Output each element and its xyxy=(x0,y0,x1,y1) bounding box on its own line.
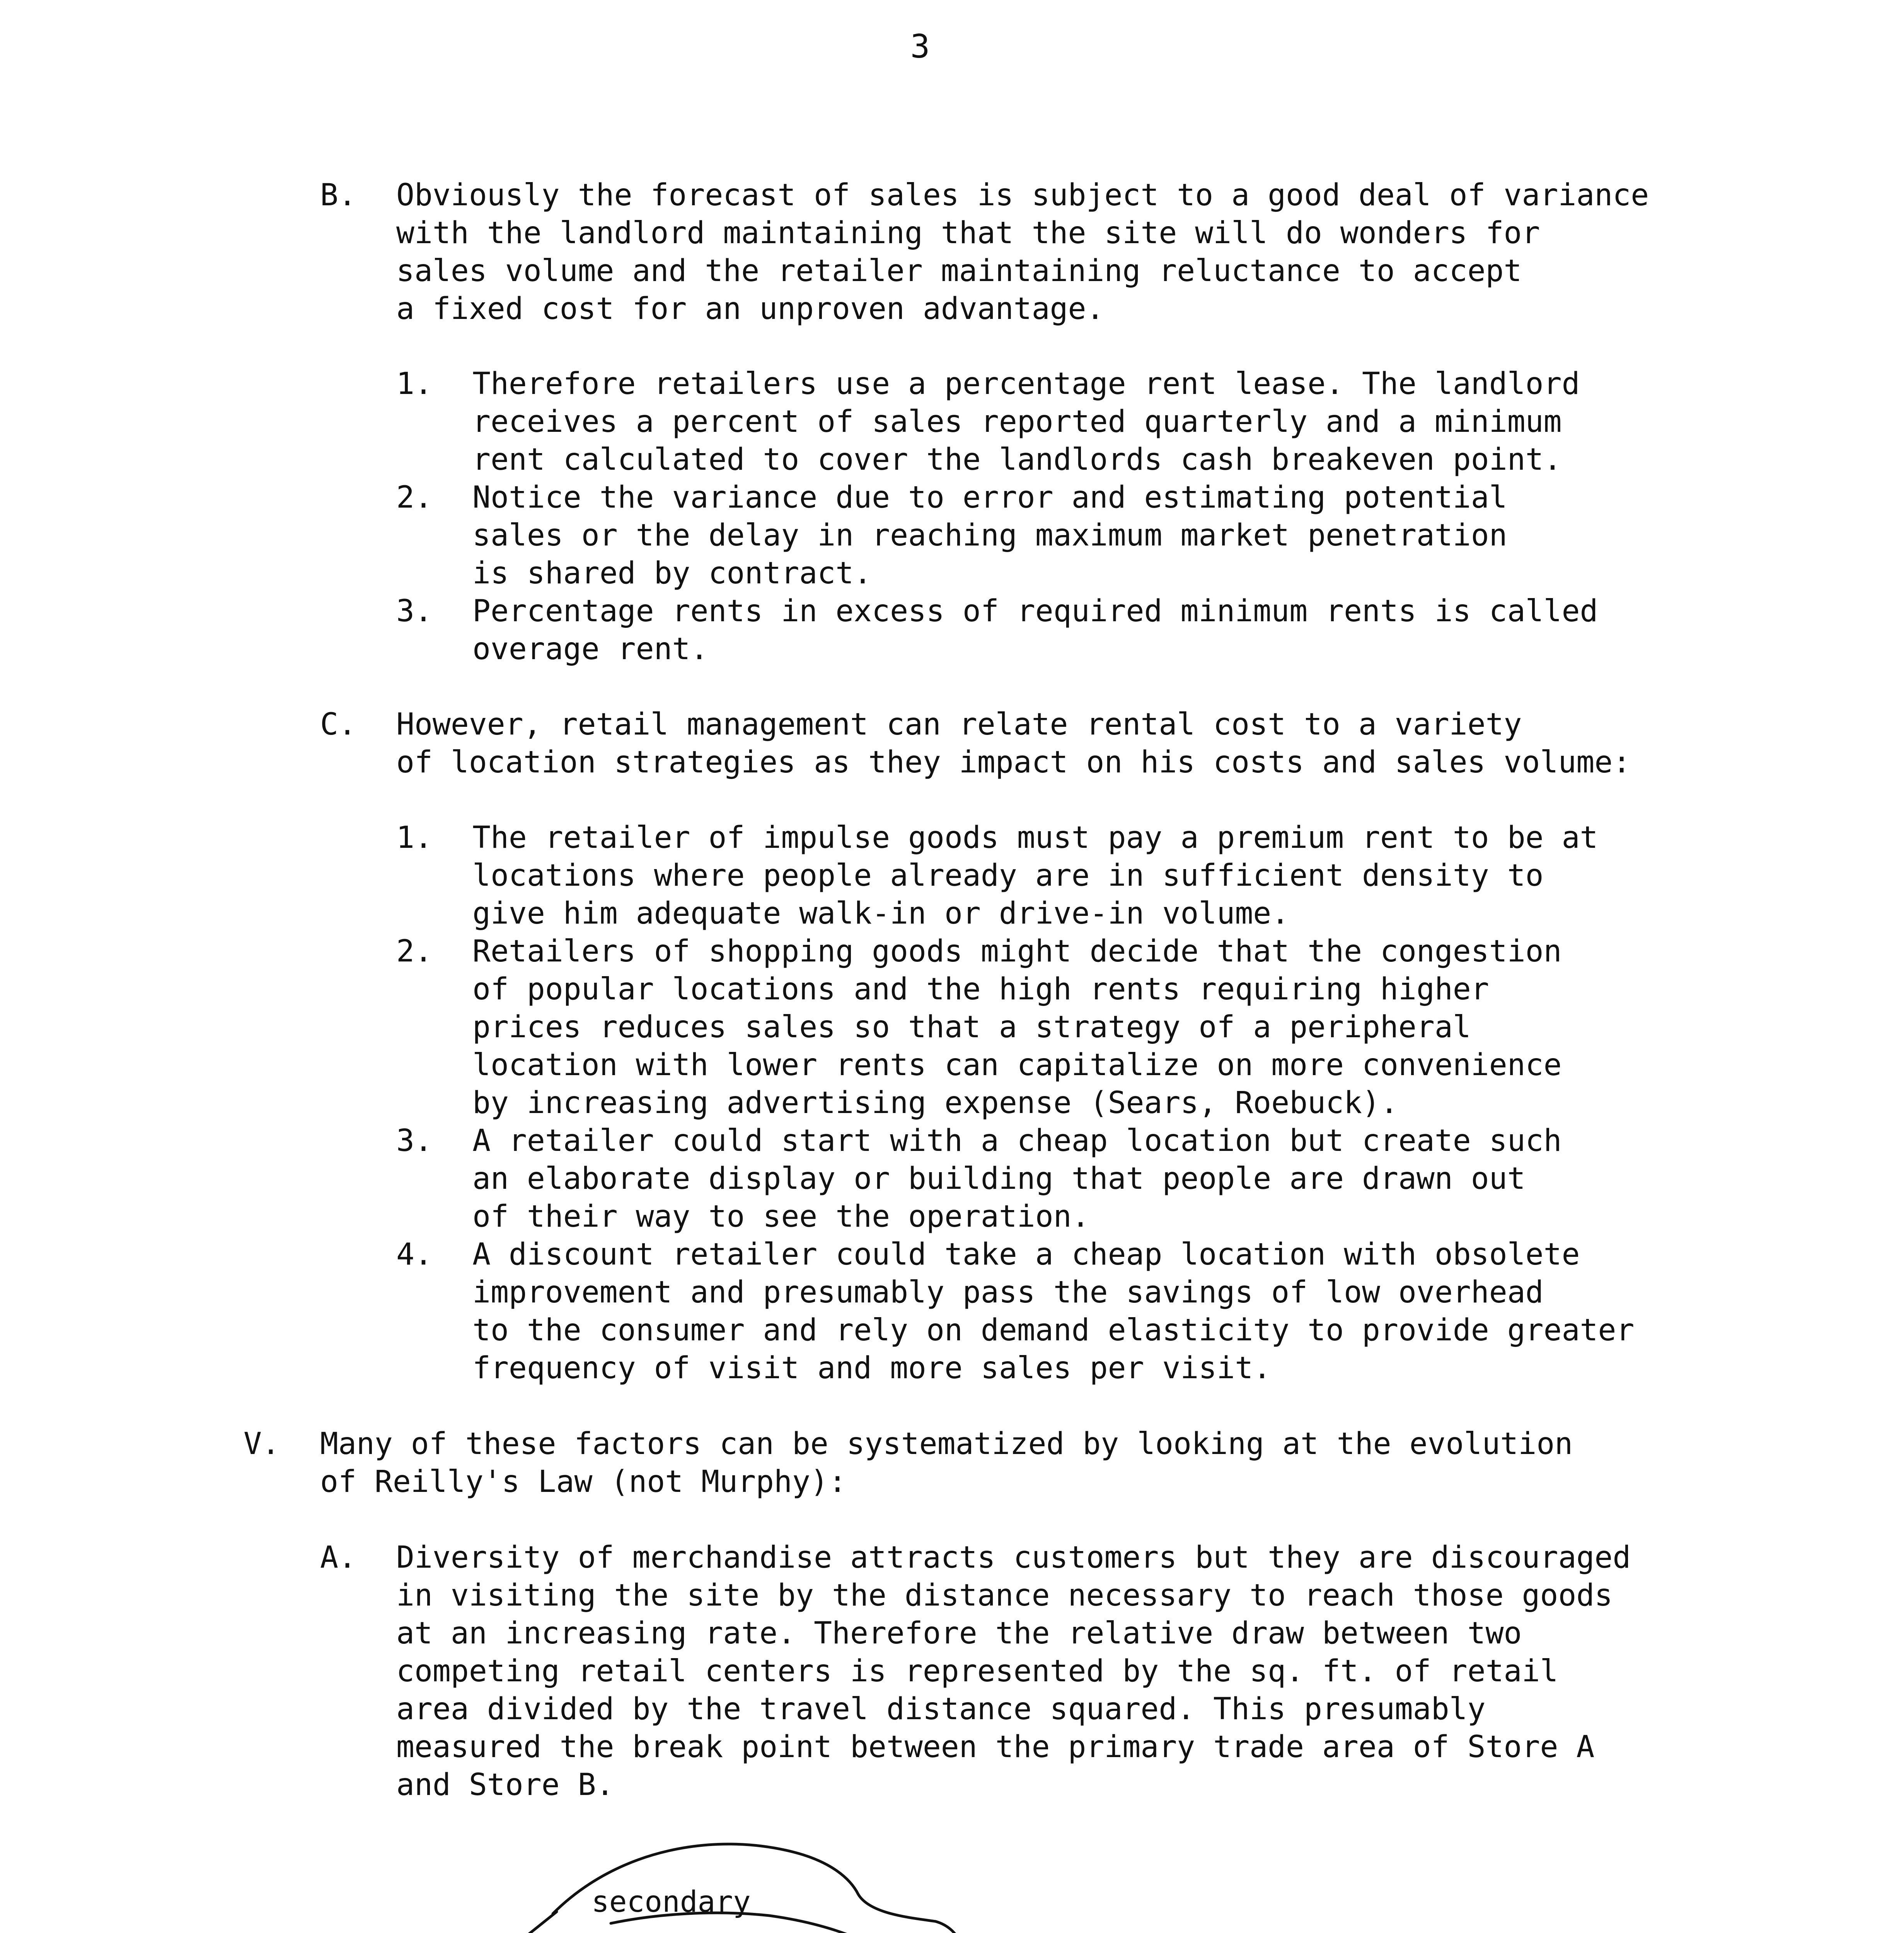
text-line: with the landlord maintaining that the site will do wonders for xyxy=(396,216,1540,251)
text-line: Obviously the forecast of sales is subject to a good deal of variance xyxy=(396,178,1649,213)
section-b-marker: B. xyxy=(320,178,356,213)
text-line: in visiting the site by the distance necessary to reach those goods xyxy=(396,1578,1613,1613)
item-b2-marker: 2. xyxy=(396,480,433,515)
text-line: Percentage rents in excess of required minimum rents is called xyxy=(472,594,1598,629)
text-line: by increasing advertising expense (Sears, Roebuck). xyxy=(472,1086,1398,1120)
text-line: and Store B. xyxy=(396,1768,614,1802)
text-line: location with lower rents can capitalize on more convenience xyxy=(472,1048,1562,1082)
item-b3-marker: 3. xyxy=(396,594,433,629)
text-line: The retailer of impulse goods must pay a premium rent to be at xyxy=(472,820,1598,855)
text-line: improvement and presumably pass the savings of low overhead xyxy=(472,1275,1544,1310)
text-line: overage rent. xyxy=(472,632,709,666)
text-line: is shared by contract. xyxy=(472,556,872,591)
text-line: measured the break point between the primary trade area of Store A xyxy=(396,1730,1595,1764)
text-line: rent calculated to cover the landlords cash breakeven point. xyxy=(472,442,1562,477)
text-line: A retailer could start with a cheap location but create such xyxy=(472,1123,1562,1158)
text-line: Diversity of merchandise attracts customers but they are discouraged xyxy=(396,1540,1631,1575)
secondary-tick-left xyxy=(528,1912,557,1933)
text-line: Retailers of shopping goods might decide that the congestion xyxy=(472,934,1562,969)
text-line: a fixed cost for an unproven advantage. xyxy=(396,291,1105,326)
text-line: sales volume and the retailer maintaining reluctance to accept xyxy=(396,254,1522,288)
text-line: sales or the delay in reaching maximum market penetration xyxy=(472,518,1507,553)
text-line: of their way to see the operation. xyxy=(472,1199,1090,1234)
item-b1-marker: 1. xyxy=(396,366,433,401)
text-line: of popular locations and the high rents requiring higher xyxy=(472,972,1489,1007)
text-line: area divided by the travel distance squared. This presumably xyxy=(396,1692,1486,1727)
text-line: Many of these factors can be systematized by looking at the evolution xyxy=(320,1427,1573,1461)
text-line: frequency of visit and more sales per visit. xyxy=(472,1351,1272,1386)
text-line: receives a percent of sales reported quarterly and a minimum xyxy=(472,404,1562,439)
text-line: to the consumer and rely on demand elasticity to provide greater xyxy=(472,1313,1635,1348)
text-line: Notice the variance due to error and estimating potential xyxy=(472,480,1507,515)
section-v-marker: V. xyxy=(244,1427,280,1461)
text-line: at an increasing rate. Therefore the relative draw between two xyxy=(396,1616,1522,1651)
item-c4-marker: 4. xyxy=(396,1237,433,1272)
text-line: However, retail management can relate rental cost to a variety xyxy=(396,707,1522,742)
section-c-marker: C. xyxy=(320,707,356,742)
text-line: an elaborate display or building that people are drawn out xyxy=(472,1161,1526,1196)
label-secondary: secondary xyxy=(591,1884,751,1919)
text-line: A discount retailer could take a cheap location with obsolete xyxy=(472,1237,1580,1272)
item-c1-marker: 1. xyxy=(396,820,433,855)
text-line: locations where people already are in sufficient density to xyxy=(472,858,1544,893)
text-line: of location strategies as they impact on his costs and sales volume: xyxy=(396,745,1631,780)
text-line: prices reduces sales so that a strategy of a peripheral xyxy=(472,1010,1471,1045)
text-line: Therefore retailers use a percentage rent lease. The landlord xyxy=(472,366,1580,401)
text-line: competing retail centers is represented by the sq. ft. of retail xyxy=(396,1654,1558,1689)
text-line: of Reilly's Law (not Murphy): xyxy=(320,1464,847,1499)
page-number: 3 xyxy=(910,27,930,65)
text-line: give him adequate walk-in or drive-in volume. xyxy=(472,896,1290,931)
item-c3-marker: 3. xyxy=(396,1123,433,1158)
item-c2-marker: 2. xyxy=(396,934,433,969)
section-v-a-marker: A. xyxy=(320,1540,356,1575)
